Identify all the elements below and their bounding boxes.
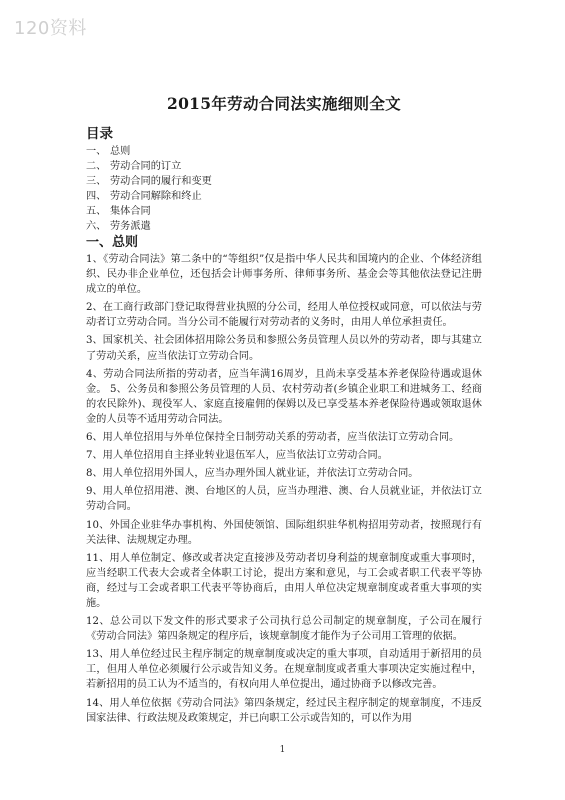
watermark-logo: 120资料 (14, 18, 87, 39)
toc-item-label: 劳动合同解除和终止 (110, 191, 202, 202)
table-of-contents (86, 144, 482, 234)
paragraph: 12、总公司以下发文件的形式要求子公司执行总公司制定的规章制度，子公司在履行《劳动合同法》第四条规定的程序后，该规章制度才能作为子公司用工管理的依据。 (86, 616, 482, 643)
document-title: 2015年劳动合同法实施细则全文 (167, 94, 401, 113)
page-number: 1 (279, 745, 286, 755)
paragraph: 3、国家机关、社会团体招用除公务员和参照公务员管理人员以外的劳动者，即与其建立了劳动关系，应当依法订立劳动合同。 (86, 335, 482, 362)
toc-item-number: 一、 (86, 146, 107, 157)
toc-item[interactable] (86, 189, 482, 204)
toc-item-label: 集体合同 (110, 206, 151, 217)
paragraph: 7、用人单位招用自主择业转业退伍军人，应当依法订立劳动合同。 (86, 450, 388, 462)
toc-item-number: 六、 (86, 221, 107, 232)
toc-item-label: 总则 (110, 146, 131, 157)
toc-item-number: 四、 (86, 191, 107, 202)
paragraph: 13、用人单位经过民主程序制定的规章制度或决定的重大事项，自动适用于新招用的员工，但用人单位必须履行公示或告知义务。在规章制度或者重大事项决定实施过程中，若新招用的员工认为不适当的，有权向用人单位提出，通过协商予以修改完善。 (86, 649, 482, 691)
toc-item-label: 劳动合同的订立 (110, 161, 182, 172)
paragraph: 4、劳动合同法所指的劳动者，应当年满16周岁，且尚未享受基本养老保险待遇或退休金。 5、公务员和参照公务员管理的人员、农村劳动者(乡镇企业职工和进城务工、经商的农民除外)、现役军人、家庭直接雇佣的保姆以及已享受基本养老保险待遇或领取退休金的人员等不适用劳动合同法。 (86, 368, 482, 425)
paragraph: 1、《劳动合同法》第二条中的“等组织”仅是指中华人民共和国境内的企业、个体经济组织、民办非企业单位，还包括会计师事务所、律师事务所、基金会等其他依法登记注册成立的单位。 (86, 254, 482, 296)
paragraph: 11、用人单位制定、修改或者决定直接涉及劳动者切身利益的规章制度或重大事项时，应当经职工代表大会或者全体职工讨论，提出方案和意见，与工会或者职工代表平等协商，经过与工会或者职工代表平等协商后，由用人单位决定规章制度或者重大事项的实施。 (86, 552, 482, 609)
toc-item-number: 二、 (86, 161, 107, 172)
toc-item-label: 劳动合同的履行和变更 (110, 176, 212, 187)
toc-heading: 目录 (86, 126, 113, 142)
paragraph: 6、用人单位招用与外单位保持全日制劳动关系的劳动者，应当依法订立劳动合同。 (86, 432, 460, 444)
section-heading (86, 235, 482, 251)
toc-item[interactable] (86, 204, 482, 219)
paragraph: 8、用人单位招用外国人，应当办理外国人就业证，并依法订立劳动合同。 (86, 468, 419, 480)
section-number: 一、 (86, 235, 113, 250)
toc-item[interactable] (86, 174, 482, 189)
toc-item[interactable] (86, 144, 482, 159)
toc-item-label: 劳务派遣 (110, 221, 151, 232)
section-title: 总则 (112, 235, 139, 250)
document-page (86, 92, 482, 729)
toc-item[interactable] (86, 219, 482, 234)
toc-item-number: 五、 (86, 206, 107, 217)
toc-item-number: 三、 (86, 176, 107, 187)
paragraph: 2、在工商行政部门登记取得营业执照的分公司，经用人单位授权或同意，可以依法与劳动者订立劳动合同。当分公司不能履行对劳动者的义务时，由用人单位承担责任。 (86, 302, 482, 329)
paragraph: 10、外国企业驻华办事机构、外国使领馆、国际组织驻华机构招用劳动者，按照现行有关法律、法规规定办理。 (86, 519, 482, 546)
toc-item[interactable] (86, 159, 482, 174)
paragraph: 14、用人单位依据《劳动合同法》第四条规定，经过民主程序制定的规章制度，不违反国家法律、行政法规及政策规定，并已向职工公示或告知的，可以作为用 (86, 697, 482, 724)
paragraph: 9、用人单位招用港、澳、台地区的人员，应当办理港、澳、台人员就业证，并依法订立劳动合同。 (86, 486, 482, 513)
